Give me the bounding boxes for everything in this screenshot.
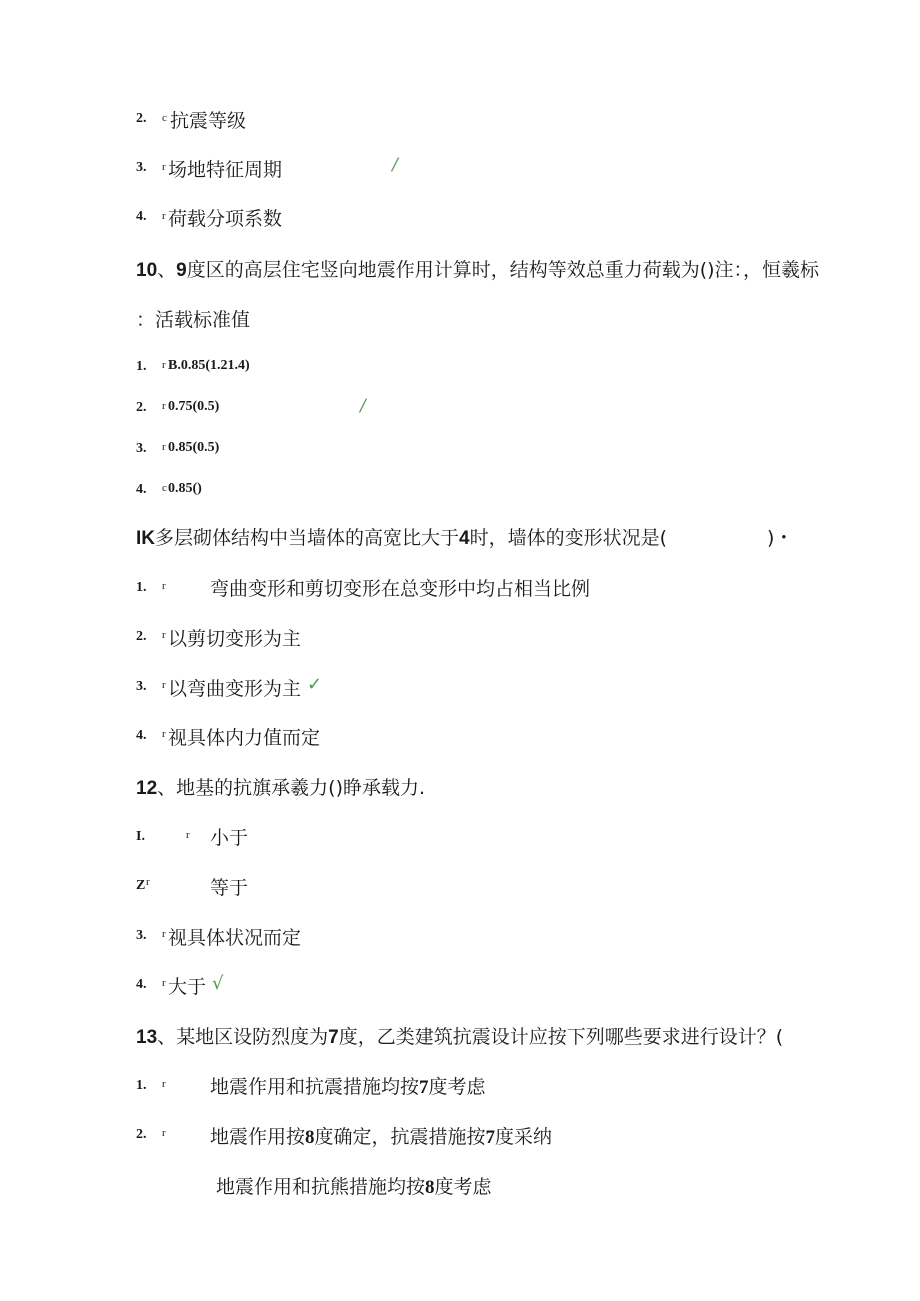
option-number: 4. bbox=[136, 482, 147, 497]
radio-button[interactable]: r bbox=[162, 1127, 166, 1139]
radio-button[interactable]: r bbox=[162, 400, 166, 412]
option-text: 大于 bbox=[168, 976, 207, 998]
radio-button[interactable]: r bbox=[162, 161, 166, 173]
option-text-part: 度确定，抗震措施按 bbox=[314, 1126, 486, 1148]
option-text: 以剪切变形为主 bbox=[168, 628, 302, 650]
option-number: 4. bbox=[136, 209, 147, 224]
question-12-stem bbox=[136, 773, 425, 800]
option-text: 0.85() bbox=[168, 481, 202, 496]
check-icon: √ bbox=[212, 973, 224, 994]
radio-button[interactable]: c bbox=[162, 482, 167, 494]
option-number: 2. bbox=[136, 629, 147, 644]
question-number: 12 bbox=[136, 778, 158, 799]
radio-button[interactable]: r bbox=[186, 829, 190, 841]
option-number: 2. bbox=[136, 400, 147, 415]
question-text: 度区的高层住宅竖向地震作用计算时，结构等效总重力荷载为()注：，恒羲标 bbox=[186, 259, 820, 281]
bold-number: 8 bbox=[425, 1177, 435, 1198]
option-number: 4. bbox=[136, 977, 147, 992]
option-number: 3. bbox=[136, 441, 147, 456]
radio-button[interactable]: r bbox=[162, 928, 166, 940]
question-text: 地基的抗旗承羲力()睁承载力. bbox=[176, 777, 426, 799]
option-text-part: 地震作用和抗震措施均按 bbox=[210, 1076, 420, 1098]
option-number: 3. bbox=[136, 160, 147, 175]
option-text: 弯曲变形和剪切变形在总变形中均占相当比例 bbox=[210, 578, 591, 600]
option-number: 4. bbox=[136, 728, 147, 743]
bold-number: 7 bbox=[328, 1027, 339, 1048]
question-text: 多层砌体结构中当墙体的高宽比大于 bbox=[155, 527, 460, 549]
option-text: 等于 bbox=[210, 877, 249, 899]
option-number: 1. bbox=[136, 1078, 147, 1093]
option-text bbox=[210, 1122, 552, 1149]
radio-button[interactable]: r bbox=[162, 728, 166, 740]
separator: 、 bbox=[157, 259, 177, 281]
bold-number: 7 bbox=[419, 1077, 429, 1098]
bold-number: 7 bbox=[485, 1127, 496, 1148]
radio-button[interactable]: r bbox=[162, 1078, 166, 1090]
question-text: 某地区设防烈度为 bbox=[176, 1026, 329, 1048]
answer-mark: / bbox=[360, 396, 366, 416]
question-text: )・ bbox=[767, 527, 794, 549]
radio-button[interactable]: r bbox=[162, 359, 166, 371]
option-text bbox=[210, 1072, 486, 1099]
option-number: 1. bbox=[136, 359, 147, 374]
option-number: Z bbox=[136, 878, 146, 893]
question-number: IK bbox=[136, 528, 155, 549]
option-number: I. bbox=[136, 829, 145, 844]
question-10-stem-line2: ：活载标准值 bbox=[136, 309, 251, 331]
bold-number: 9 bbox=[176, 260, 187, 281]
check-icon: ✓ bbox=[307, 674, 323, 695]
radio-button[interactable]: r bbox=[162, 977, 166, 989]
option-number: 2. bbox=[136, 111, 147, 126]
option-text: 0.85(0.5) bbox=[168, 440, 220, 455]
option-text-part: 度考虑 bbox=[428, 1076, 486, 1098]
option-text-part: 度采纳 bbox=[495, 1126, 553, 1148]
answer-mark: / bbox=[392, 155, 398, 175]
question-text: 时，墙体的变形状况是( bbox=[469, 527, 668, 549]
option-text: 场地特征周期 bbox=[168, 159, 283, 181]
radio-button[interactable]: r bbox=[162, 629, 166, 641]
option-number: 1. bbox=[136, 580, 147, 595]
option-text: 视具体状况而定 bbox=[168, 927, 302, 949]
question-10-stem bbox=[136, 255, 819, 282]
option-text: 视具体内力值而定 bbox=[168, 727, 321, 749]
question-13-stem bbox=[136, 1022, 783, 1049]
separator: 、 bbox=[157, 777, 177, 799]
bold-number: 4 bbox=[459, 528, 470, 549]
option-text: 抗震等级 bbox=[170, 110, 247, 132]
radio-button[interactable]: c bbox=[162, 112, 167, 124]
bold-number: 8 bbox=[305, 1127, 315, 1148]
option-text: B.0.85(1.21.4) bbox=[168, 358, 250, 373]
question-11-stem bbox=[136, 523, 793, 550]
option-text: 0.75(0.5) bbox=[168, 399, 220, 414]
option-text-part: 地震作用按 bbox=[210, 1126, 306, 1148]
radio-button[interactable]: r bbox=[162, 210, 166, 222]
question-number: 13 bbox=[136, 1027, 158, 1048]
option-text: 小于 bbox=[210, 827, 249, 849]
radio-button[interactable]: r bbox=[146, 876, 150, 888]
radio-button[interactable]: r bbox=[162, 580, 166, 592]
option-number: 3. bbox=[136, 679, 147, 694]
option-text bbox=[216, 1172, 492, 1199]
option-text: 以弯曲变形为主 bbox=[168, 678, 302, 700]
option-number: 2. bbox=[136, 1127, 147, 1142]
option-text: 荷载分项系数 bbox=[168, 208, 283, 230]
question-number: 10 bbox=[136, 260, 158, 281]
option-text-part: 地震作用和抗熊措施均按 bbox=[216, 1176, 426, 1198]
radio-button[interactable]: r bbox=[162, 679, 166, 691]
question-text: 度，乙类建筑抗震设计应按下列哪些要求进行设计？( bbox=[338, 1026, 784, 1048]
option-text-part: 度考虑 bbox=[434, 1176, 492, 1198]
option-number: 3. bbox=[136, 928, 147, 943]
radio-button[interactable]: r bbox=[162, 441, 166, 453]
separator: 、 bbox=[157, 1026, 177, 1048]
